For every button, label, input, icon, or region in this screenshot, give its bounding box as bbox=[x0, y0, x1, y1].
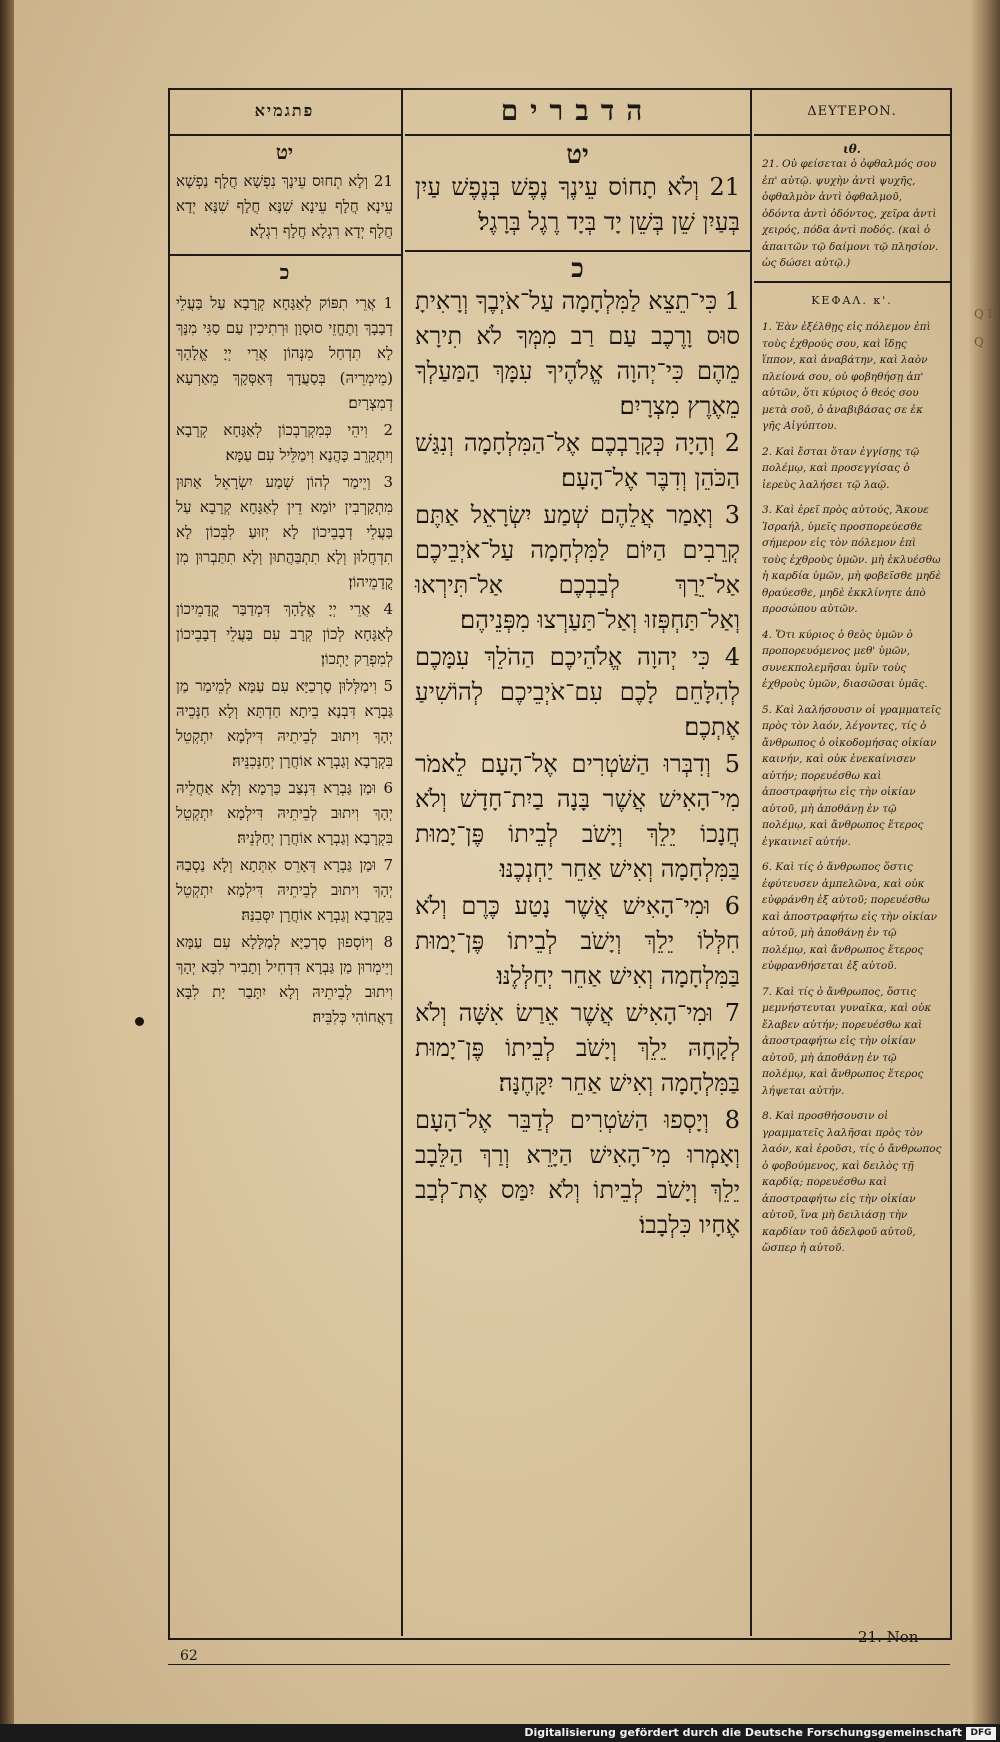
greek-verse-8: 8. Καὶ προσθήσουσιν οἱ γραμματεῖς λαλῆσαι πρὸς τὸν λαόν, καὶ ἐροῦσι, τίς ὁ ἄνθρωπος ὁ φοβούμενος, καὶ δειλὸς τῇ καρδίᾳ; πορευέσθω καὶ ἀποστραφήτω εἰς τὴν οἰκίαν αὐτοῦ, ἵνα μὴ δειλιάσῃ τὴν καρδίαν τοῦ ἀδελφοῦ αὐτοῦ, ὥσπερ ἡ αὐτοῦ. bbox=[762, 1110, 942, 1254]
digitization-credit: Digitalisierung gefördert durch die Deutsche Forschungsgemeinschaft bbox=[524, 1726, 962, 1739]
targum-verse-7: 7 וּמַן גַּבְרָא דְּאָרֵס אִתְּתָא וְלָא נַסְבַהּ יְהָךְ וִיתוּב לְבֵיתֵיהּ דִּילְמָא יִתְקְטֵל בִּקְרָבָא וְגַבְרָא אוֹחֲרָן יִסְּבִנַּהּ׃ bbox=[176, 856, 393, 924]
targum-verse: 21 וְלָא תְחוּס עֵינָךְ נִפְשָׁא חֲלָף נַפְשָׁא עֵינָא חֲלָף עֵינָא שִׁנָּא חֲלָף שִׁנָּא יְדָא חֲלָף יְדָא רִגְלָא חֲלָף רִגְלָא׃ bbox=[176, 172, 393, 240]
targum-verse-6: 6 וּמַן גַּבְרָא דִּנְצַב כַּרְמָא וְלָא אַחֲלֵיהּ יְהָךְ וִיתוּב לְבֵיתֵיהּ דִּילְמָא יִתְקְטֵל בִּקְרָבָא וְגַבְרָא אוֹחֲרָן יְחַלְּנֵיהּ׃ bbox=[176, 779, 393, 847]
facing-page-margin-text: Q D Q bbox=[974, 307, 998, 349]
greek-verse-3: 3. Καὶ ἐρεῖ πρὸς αὐτούς, Ἄκουε Ἰσραήλ, ὑμεῖς προσπορεύεσθε σήμερον εἰς τὸν πόλεμον ἐπὶ τοὺς ἐχθροὺς ὑμῶν. μὴ ἐκλυέσθω ἡ καρδία ὑμῶν, μὴ φοβεῖσθε μηδὲ θραύεσθε, μηδὲ ἐκκλίνητε ἀπὸ προσώπου αὐτῶν. bbox=[762, 504, 941, 615]
footer-rule-lower bbox=[168, 1664, 950, 1665]
greek-verse-1: 1. Ἐὰν ἐξέλθῃς εἰς πόλεμον ἐπὶ τοὺς ἐχθρούς σου, καὶ ἴδῃς ἵππον, καὶ ἀναβάτην, καὶ λαὸν πλείονά σου, οὐ φοβηθήσῃ ἀπ' αὐτῶν, ὅτι κύριος ὁ θεός σου μετὰ σοῦ, ὁ ἀναβιβάσας σε ἐκ γῆς Αἰγύπτου. bbox=[762, 321, 931, 432]
greek-chapter-20-heading: ΚΕΦΑΛ. κ'. bbox=[811, 293, 893, 307]
hebrew-verse-5: 5 וְדִבְּרוּ הַשֹּׁטְרִים אֶל־הָעָם לֵאמֹר מִי־הָאִישׁ אֲשֶׁר בָּנָה בַיִת־חָדָשׁ וְלֹא חֲנָכוֹ יֵלֵךְ וְיָשֹׁב לְבֵיתוֹ פֶּן־יָמוּת בַּמִּלְחָמָה וְאִישׁ אַחֵר יַחְנְכֶנּוּ׃ bbox=[415, 750, 740, 883]
hebrew-chapter-20-heading: כ bbox=[571, 254, 584, 284]
hebrew-verse-3: 3 וְאָמַר אֲלֵהֶם שְׁמַע יִשְׂרָאֵל אַתֶּם קְרֵבִים הַיּוֹם לַמִּלְחָמָה עַל־אֹיְבֵיכֶם אַל־יֵרַךְ לְבַבְכֶם אַל־תִּירְאוּ וְאַל־תַּחְפְּזוּ וְאַל־תַּעַרְצוּ מִפְּנֵיהֶם׃ bbox=[415, 501, 740, 634]
targum-header: פתגמיא bbox=[168, 88, 401, 136]
targum-verse-8: 8 וְיוֹסְפוּן סָרְכַיָּא לְמַלָּלָא עִם עַמָּא וְיֵימְרוּן מַן גַּבְרָא דִּדְחִיל וְתָבִיר לִבָּא יְהָךְ וִיתוּב לְבֵיתֵיהּ וְלָא יִתָּבַר יָת לִבָּא דַאֲחוֹהִי כְּלִבֵּיהּ׃ bbox=[176, 933, 393, 1026]
targum-verse-4: 4 אֲרֵי יְיָ אֱלָהָךְ דִּמְדַבַּר קֳדָמֵיכוֹן לְאַגָּחָא לְכוֹן קְרָב עִם בַּעֲלֵי דְבָבֵיכוֹן לְמִפְרַק יָתְכוֹן׃ bbox=[176, 600, 393, 668]
targum-verse-2: 2 וִיהֵי כְּמִקְרַבְכוֹן לְאַגָּחָא קְרָבָא וְיִתְקָרֵב כָּהֲנָא וִימַלֵּיל עִם עַמָּא׃ bbox=[176, 421, 393, 464]
greek-chapter-19-heading: ιθ. bbox=[843, 142, 861, 156]
hebrew-verse-7: 7 וּמִי־הָאִישׁ אֲשֶׁר אֵרַשׂ אִשָּׁה וְלֹא לְקָחָהּ יֵלֵךְ וְיָשֹׁב לְבֵיתוֹ פֶּן־יָמוּת בַּמִּלְחָמָה וְאִישׁ אַחֵר יִקָּחֶנָּה׃ bbox=[415, 999, 740, 1097]
hebrew-verse: 21 וְלֹא תָחוֹס עֵינֶךָ נֶפֶשׁ בְּנֶפֶשׁ עַיִן בְּעַיִן שֵׁן בְּשֵׁן יָד בְּיָד רֶגֶל בְּרָגֶל׃ bbox=[415, 173, 740, 236]
dfg-logo: DFG bbox=[966, 1727, 996, 1740]
hebrew-chapter-19-heading: יט bbox=[566, 140, 589, 170]
greek-verse-4: 4. Ὅτι κύριος ὁ θεὸς ὑμῶν ὁ προπορευόμενος μεθ' ὑμῶν, συνεκπολεμῆσαι ὑμῖν τοὺς ἐχθροὺς ὑμῶν, διασῶσαι ὑμᾶς. bbox=[762, 628, 928, 690]
greek-verse-7: 7. Καὶ τίς ὁ ἄνθρωπος, ὅστις μεμνήστευται γυναῖκα, καὶ οὐκ ἔλαβεν αὐτήν; πορευέσθω καὶ ἀποστραφήτω εἰς τὴν οἰκίαν αὐτοῦ, μὴ ἀποθάνῃ ἐν τῷ πολέμῳ, καὶ ἄνθρωπος ἕτερος λήψεται αὐτήν. bbox=[762, 985, 932, 1097]
greek-verse-2: 2. Καὶ ἔσται ὅταν ἐγγίσῃς τῷ πολέμῳ, καὶ προσεγγίσας ὁ ἱερεὺς λαλήσει τῷ λαῷ. bbox=[762, 445, 920, 491]
hebrew-verse-1: 1 כִּי־תֵצֵא לַמִּלְחָמָה עַל־אֹיְבֶךָ וְרָאִיתָ סוּס וָרֶכֶב עַם רַב מִמְּךָ לֹא תִירָא מֵהֶם כִּי־יְהוָה אֱלֹהֶיךָ עִמָּךְ הַמַּעַלְךָ מֵאֶרֶץ מִצְרָיִם׃ bbox=[415, 287, 740, 420]
targum-verse-1: 1 אֲרֵי תִפּוֹק לְאַגָּחָא קְרָבָא עַל בַּעֲלֵי דְבָבָךְ וְתֶחֱזֵי סוּסָוָן וּרְתִיכִין עַם סַגִּי מִנָּךְ לָא תִדְחַל מִנְּהוֹן אֲרֵי יְיָ אֱלָהָךְ (מֵימְרֵיהּ) בְּסַעֲדָךְ דְּאַסְּקָךְ מֵאַרְעָא דְמִצְרָיִם׃ bbox=[176, 294, 393, 412]
targum-chapter-20-heading: כ bbox=[279, 260, 290, 284]
hebrew-verse-6: 6 וּמִי־הָאִישׁ אֲשֶׁר נָטַע כֶּרֶם וְלֹא חִלְּלוֹ יֵלֵךְ וְיָשֹׁב לְבֵיתוֹ פֶּן־יָמוּת בַּמִּלְחָמָה וְאִישׁ אַחֵר יְחַלְּלֶנּוּ׃ bbox=[415, 892, 740, 990]
targum-chapter-19-heading: יט bbox=[275, 140, 294, 164]
page-number: 62 bbox=[180, 1648, 198, 1664]
greek-verse-5: 5. Καὶ λαλήσουσιν οἱ γραμματεῖς πρὸς τὸν λαόν, λέγοντες, τίς ὁ ἄνθρωπος ὁ οἰκοδομήσας οἰκίαν καινήν, καὶ οὐκ ἐνεκαίνισεν αὐτήν; πορευέσθω καὶ ἀποστραφήτω εἰς τὴν οἰκίαν αὐτοῦ, μὴ ἀποθάνῃ ἐν τῷ πολέμῳ, καὶ ἄνθρωπος ἕτερος ἐγκαινιεῖ αὐτήν. bbox=[762, 703, 941, 848]
targum-verse-3: 3 וְיֵימַר לְהוֹן שְׁמַע יִשְׂרָאֵל אַתּוּן מִתְקָרְבִין יוֹמָא דֵין לְאַגָּחָא קְרָבָא עַל בַּעֲלֵי דְבָבֵיכוֹן לָא יְזוּעַ לִבְּכוֹן לָא תִדְחֲלוּן וְלָא תִתְבַּהֲתוּן וְלָא תִתַּבְרוּן מִן קֳדָמֵיהוֹן׃ bbox=[176, 473, 393, 591]
targum-verse-5: 5 וִימַלְּלוּן סָרְכַיָּא עִם עַמָּא לְמֵימַר מַן גַּבְרָא דִּבְנָא בֵיתָא חַדְתָּא וְלָא חַנְּכֵיהּ יְהָךְ וִיתוּב לְבֵיתֵיהּ דִּילְמָא יִתְקְטֵל בִּקְרָבָא וְגַבְרָא אוֹחֲרָן יְחַנְּכִנֵּיהּ׃ bbox=[176, 677, 393, 770]
greek-verse-6: 6. Καὶ τίς ὁ ἄνθρωπος ὅστις ἐφύτευσεν ἀμπελῶνα, καὶ οὐκ εὐφράνθη ἐξ αὐτοῦ; πορευέσθω καὶ ἀποστραφήτω εἰς τὴν οἰκίαν αὐτοῦ, μὴ ἀποθάνῃ ἐν τῷ πολέμῳ, καὶ ἄνθρωπος ἕτερος εὐφρανθήσεται ἐξ αὐτοῦ. bbox=[762, 861, 938, 972]
footer-rule bbox=[168, 1638, 950, 1640]
hebrew-header: הדברים bbox=[405, 88, 750, 136]
greek-header: ΔΕΥΤΕΡΟΝ. bbox=[754, 88, 950, 136]
hebrew-verse-8: 8 וְיָסְפוּ הַשֹּׁטְרִים לְדַבֵּר אֶל־הָעָם וְאָמְרוּ מִי־הָאִישׁ הַיָּרֵא וְרַךְ הַלֵּבָב יֵלֵךְ וְיָשֹׁב לְבֵיתוֹ וְלֹא יִמַּס אֶת־לְבַב אֶחָיו כִּלְבָבוֹ׃ bbox=[415, 1106, 740, 1239]
hebrew-verse-4: 4 כִּי יְהוָה אֱלֹהֵיכֶם הַהֹלֵךְ עִמָּכֶם לְהִלָּחֵם לָכֶם עִם־אֹיְבֵיכֶם לְהוֹשִׁיעַ אֶתְכֶם׃ bbox=[415, 643, 740, 741]
ink-spot bbox=[135, 1017, 144, 1026]
column-frame bbox=[168, 88, 952, 1640]
hebrew-verse-2: 2 וְהָיָה כְּקָרָבְכֶם אֶל־הַמִּלְחָמָה וְנִגַּשׁ הַכֹּהֵן וְדִבֶּר אֶל־הָעָם׃ bbox=[415, 429, 740, 492]
catchword: 21. Non bbox=[858, 1628, 919, 1646]
greek-verse: 21. Οὐ φείσεται ὁ ὀφθαλμός σου ἐπ' αὐτῷ. ψυχὴν ἀντὶ ψυχῆς, ὀφθαλμὸν ἀντὶ ὀφθαλμοῦ, ὀδόντα ἀντὶ ὀδόντος, χεῖρα ἀντὶ χειρός, πόδα ἀντὶ ποδός. (καὶ ὁ ἀπαιτῶν τῷ δαίμονι τῷ πλησίον. ὡς δώσει αὐτῷ.) bbox=[762, 158, 939, 269]
